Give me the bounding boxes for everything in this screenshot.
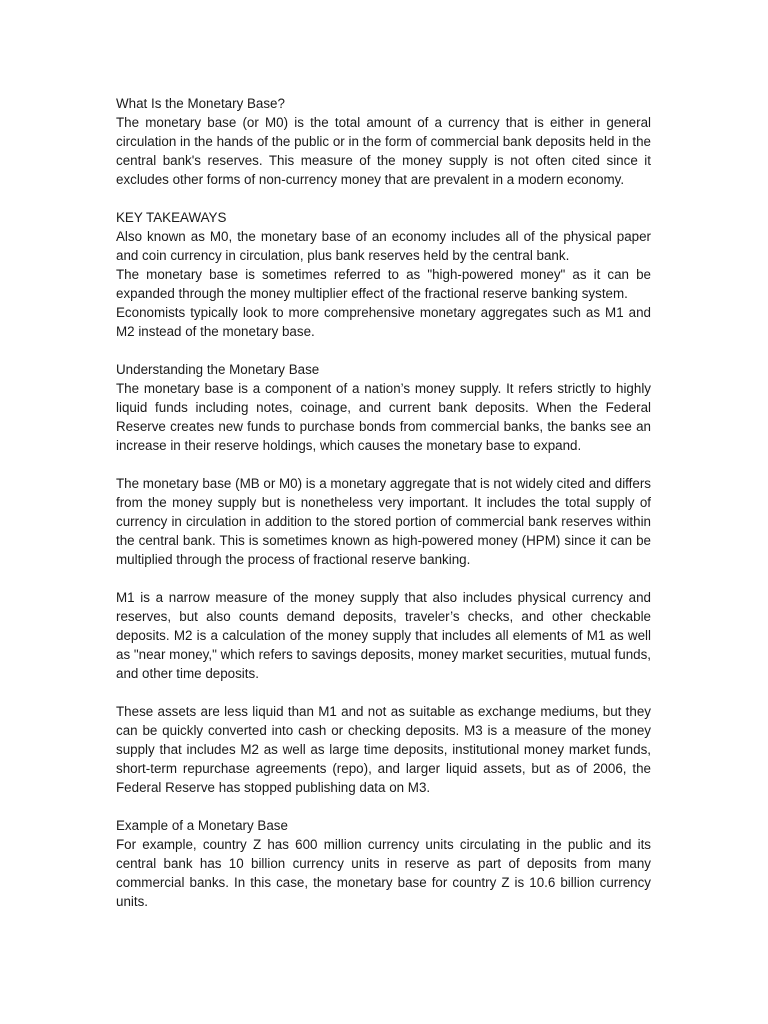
takeaway-item: The monetary base is sometimes referred to as "high-powered money" as it can be expanded through the money multiplier effect of the fractional reserve banking system.: [116, 267, 651, 301]
section-understanding: [116, 360, 651, 455]
section-heading: What Is the Monetary Base?: [116, 96, 285, 111]
paragraph-text: The monetary base (or M0) is the total amount of a currency that is either in general circulation in the hands of the public or in the form of commercial bank deposits held in the central bank's reserves. This measure of the money supply is not often cited since it excludes other forms of non-currency money that are prevalent in a modern economy.: [116, 115, 651, 187]
paragraph-mb-definition: [116, 474, 651, 569]
paragraph-text: These assets are less liquid than M1 and not as suitable as exchange mediums, but they can be quickly converted into cash or checking deposits. M3 is a measure of the money supply that includes M2 as well as large time deposits, institutional money market funds, short-term repurchase agreements (repo), and larger liquid assets, but as of 2006, the Federal Reserve has stopped publishing data on M3.: [116, 704, 651, 795]
paragraph-text: The monetary base (MB or M0) is a monetary aggregate that is not widely cited and differs from the money supply but is nonetheless very important. It includes the total supply of currency in circulation in addition to the stored portion of commercial bank reserves within the central bank. This is sometimes known as high-powered money (HPM) since it can be multiplied through the process of fractional reserve banking.: [116, 476, 651, 567]
section-example: [116, 816, 651, 911]
section-heading: KEY TAKEAWAYS: [116, 210, 227, 225]
takeaway-item: Also known as M0, the monetary base of an economy includes all of the physical paper and coin currency in circulation, plus bank reserves held by the central bank.: [116, 229, 651, 263]
section-heading: Understanding the Monetary Base: [116, 362, 320, 377]
section-heading: Example of a Monetary Base: [116, 818, 288, 833]
section-what-is: [116, 94, 651, 189]
paragraph-text: M1 is a narrow measure of the money supply that also includes physical currency and reserves, but also counts demand deposits, traveler’s checks, and other checkable deposits. M2 is a calculation of the money supply that includes all elements of M1 as well as "near money," which refers to savings deposits, money market securities, mutual funds, and other time deposits.: [116, 590, 651, 681]
paragraph-text: The monetary base is a component of a nation’s money supply. It refers strictly to highly liquid funds including notes, coinage, and current bank deposits. When the Federal Reserve creates new funds to purchase bonds from commercial banks, the banks see an increase in their reserve holdings, which causes the monetary base to expand.: [116, 381, 651, 453]
section-key-takeaways: [116, 208, 651, 341]
paragraph-text: For example, country Z has 600 million currency units circulating in the public and its central bank has 10 billion currency units in reserve as part of deposits from many commercial banks. In this case, the monetary base for country Z is 10.6 billion currency units.: [116, 837, 651, 909]
takeaway-item: Economists typically look to more comprehensive monetary aggregates such as M1 and M2 instead of the monetary base.: [116, 305, 651, 339]
paragraph-m3: [116, 702, 651, 797]
paragraph-m1-m2: [116, 588, 651, 683]
document-body: [116, 94, 651, 930]
